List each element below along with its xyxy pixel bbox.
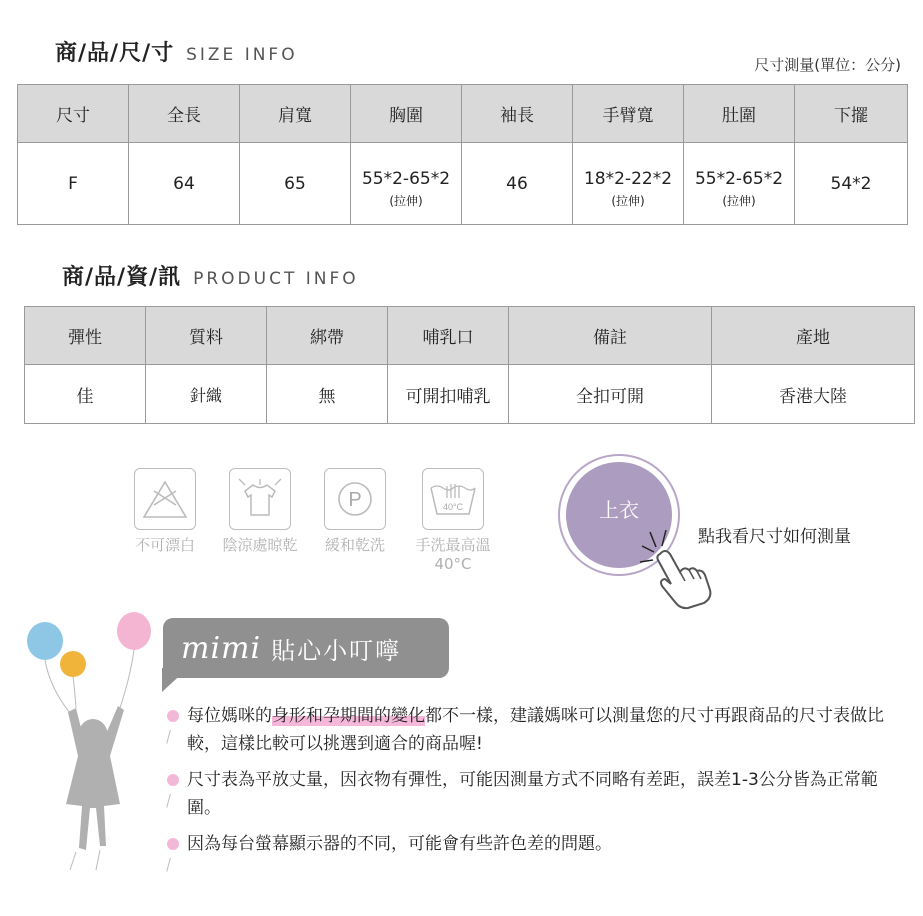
balloon-blue [27,622,63,660]
girl-silhouette [66,706,124,850]
unit-note: 尺寸測量(單位：公分) [754,56,901,74]
size-value-cell: 46 [462,143,573,225]
product-value-cell: 香港大陸 [712,365,915,424]
size-header-cell: 肚圍 [684,85,795,143]
product-info-title-zh: 商/品/資/訊 [62,265,182,290]
list-item: 尺寸表為平放丈量，因衣物有彈性，可能因測量方式不同略有差距，誤差1-3公分皆為正常範圍。 [167,766,897,822]
shade-dry-icon [229,468,291,530]
bullet-dot [167,838,179,850]
care-no-bleach [120,468,210,555]
product-value-cell: 無 [267,365,388,424]
product-value-cell: 針織 [146,365,267,424]
size-header-cell: 肩寬 [240,85,351,143]
size-value-cell: 55*2-65*2 (拉伸) [351,143,462,225]
product-header-cell: 哺乳口 [388,307,509,365]
product-header-cell: 質料 [146,307,267,365]
balloon-girl-illustration [20,608,170,888]
balloon-strings [45,650,134,713]
size-header-cell: 袖長 [462,85,573,143]
care-shade-dry [215,468,305,555]
no-bleach-icon [134,468,196,530]
bullet-tick [166,730,172,744]
tips-title-bubble [163,618,449,678]
size-table [17,84,908,225]
product-info-title-en: PRODUCT INFO [193,269,359,289]
balloon-orange [60,651,86,677]
size-header-cell: 尺寸 [18,85,129,143]
tips-title: 貼心小叮嚀 [271,636,402,665]
dry-clean-glyph: P [348,489,362,511]
size-header-cell: 手臂寬 [573,85,684,143]
size-value-cell: 55*2-65*2 (拉伸) [684,143,795,225]
size-header-cell: 胸圍 [351,85,462,143]
product-header-cell: 產地 [712,307,915,365]
size-value-cell: F [18,143,129,225]
hand-wash-icon [422,468,484,530]
bullet-tick [166,794,172,808]
bullet-dot [167,710,179,722]
size-info-title-zh: 商/品/尺/寸 [55,41,175,66]
size-info-title-en: SIZE INFO [186,45,298,65]
measure-circle-label: 上衣 [599,497,639,522]
care-gentle-dry-clean [310,468,400,555]
size-header-cell: 下擺 [795,85,908,143]
bullet-dot [167,774,179,786]
size-value-cell: 18*2-22*2 (拉伸) [573,143,684,225]
product-table [24,306,915,424]
balloon-pink [117,612,151,650]
care-label: 手洗最高溫 40°C [415,536,491,573]
product-header-cell: 綁帶 [267,307,388,365]
product-value-cell: 佳 [25,365,146,424]
highlighted-text: 身形和孕期間的變化 [272,706,425,726]
care-label: 陰涼處晾乾 [222,536,298,554]
product-value-cell: 全扣可開 [509,365,712,424]
product-value-cell: 可開扣哺乳 [388,365,509,424]
shadow-strokes [70,850,100,870]
product-header-cell: 彈性 [25,307,146,365]
care-label: 緩和乾洗 [324,536,385,554]
hand-wash-temp-glyph: 40°C [442,502,464,512]
measure-guide-link[interactable]: 點我看尺寸如何測量 [698,527,851,547]
care-label: 不可漂白 [134,536,195,554]
care-hand-wash [408,468,498,574]
size-value-cell: 54*2 [795,143,908,225]
size-info-heading [55,36,298,67]
size-header-cell: 全長 [129,85,240,143]
list-item: 因為每台螢幕顯示器的不同，可能會有些許色差的問題。 [167,830,897,858]
tips-list [167,702,897,866]
size-value-cell: 65 [240,143,351,225]
list-item: 每位媽咪的身形和孕期間的變化都不一樣，建議媽咪可以測量您的尺寸再跟商品的尺寸表做比較，這樣比較可以挑選到適合的商品喔! [167,702,897,758]
bubble-tail [162,668,188,692]
tips-brand: mimi [181,630,262,666]
product-info-heading [62,260,359,291]
gentle-dry-clean-icon [324,468,386,530]
product-header-cell: 備註 [509,307,712,365]
size-value-cell: 64 [129,143,240,225]
